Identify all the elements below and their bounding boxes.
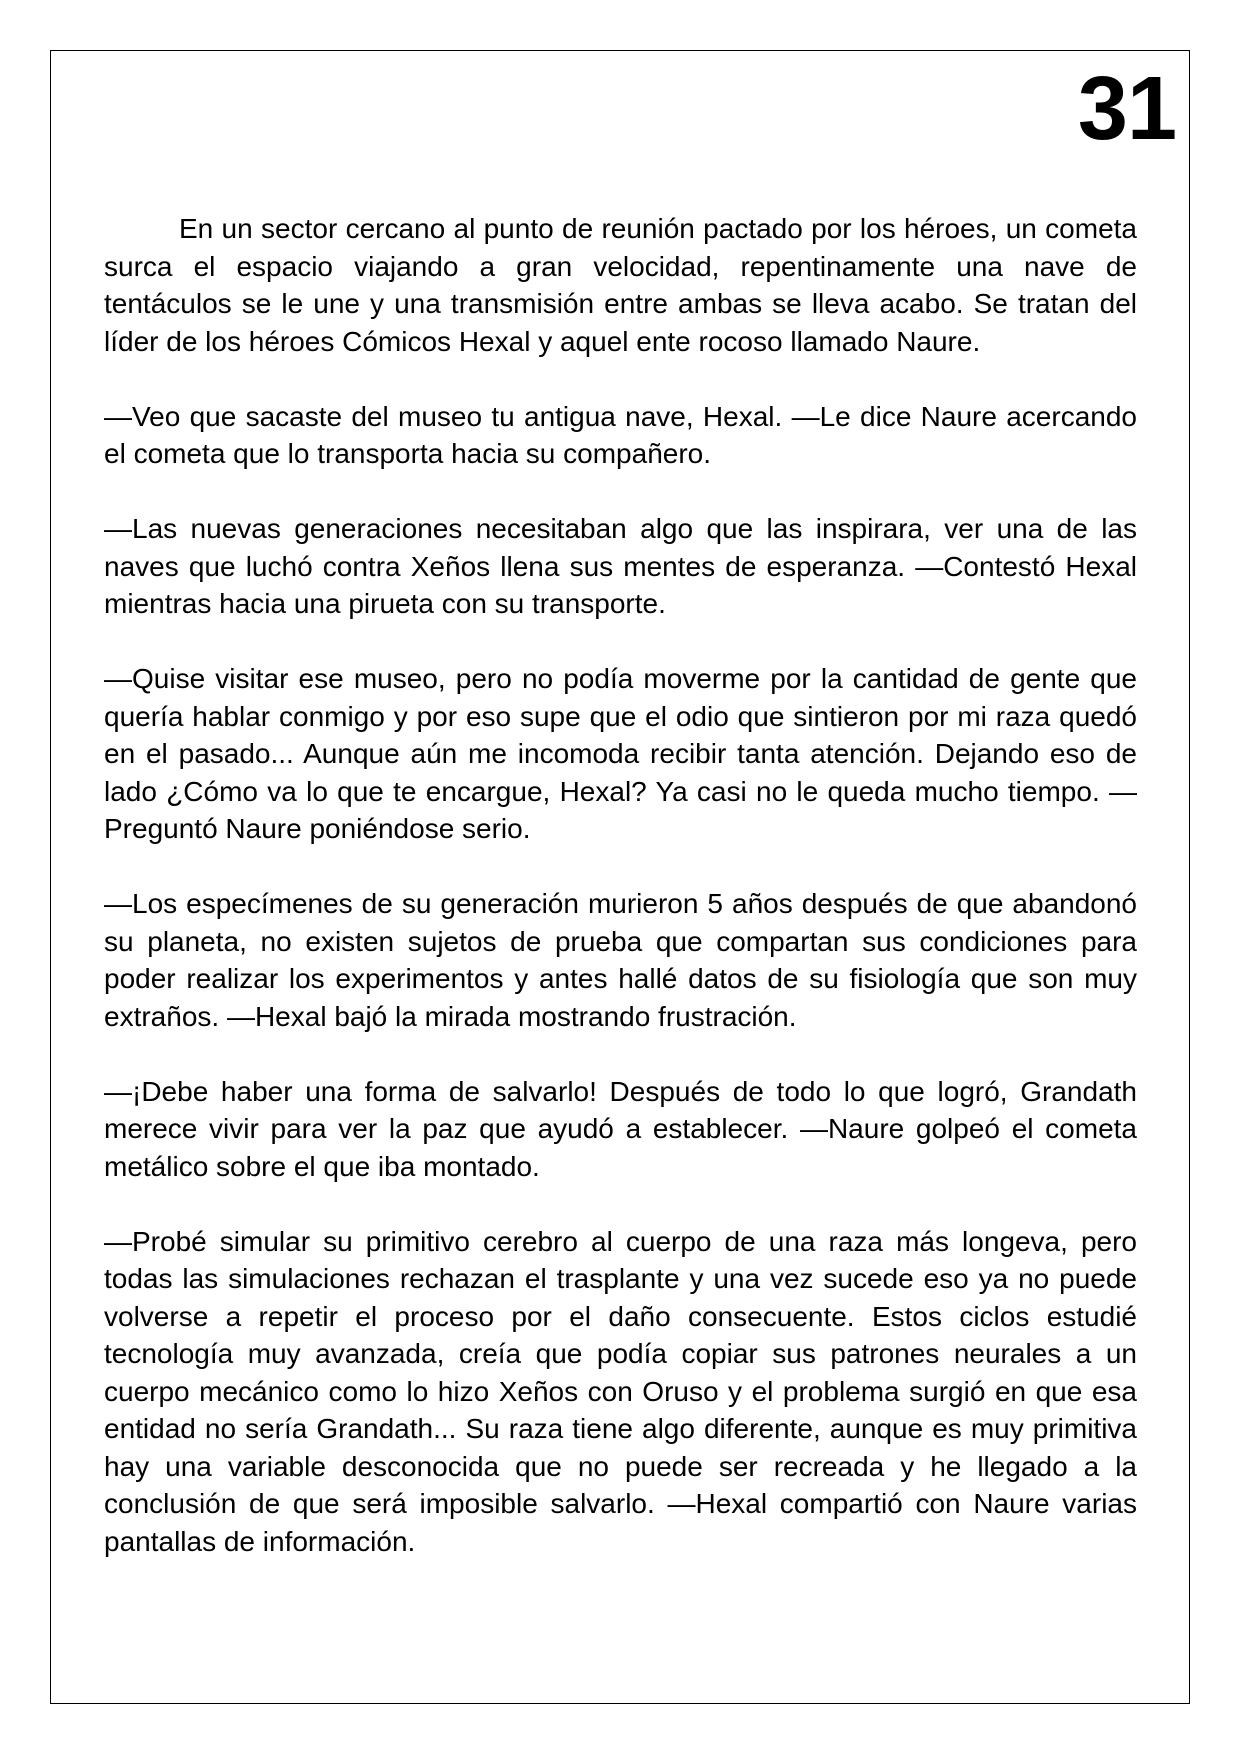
- paragraph-dialogue: —Las nuevas generaciones necesitaban algo que las inspirara, ver una de las naves que luchó contra Xeños llena sus mentes de esperanza. —Contestó Hexal mientras hacia una pirueta con su transporte.: [104, 513, 1137, 619]
- paragraph-dialogue: —Probé simular su primitivo cerebro al cuerpo de una raza más longeva, pero todas las simulaciones rechazan el trasplante y una vez sucede eso ya no puede volverse a repetir el proceso por el daño consecuente. Estos ciclos estudié tecnología muy avanzada, creía que podía copiar sus patrones neurales a un cuerpo mecánico como lo hizo Xeños con Oruso y el problema surgió en que esa entidad no sería Grandath... Su raza tiene algo diferente, aunque es muy primitiva hay una variable desconocida que no puede ser recreada y he llegado a la conclusión de que será imposible salvarlo. —Hexal compartió con Naure varias pantallas de información.: [104, 1225, 1137, 1557]
- paragraph-dialogue: —Quise visitar ese museo, pero no podía moverme por la cantidad de gente que quería hablar conmigo y por eso supe que el odio que sintieron por mi raza quedó en el pasado... Aunque aún me incomoda recibir tanta atención. Dejando eso de lado ¿Cómo va lo que te encargue, Hexal? Ya casi no le queda mucho tiempo. —Preguntó Naure poniéndose serio.: [104, 663, 1137, 844]
- body-text: [104, 210, 1137, 1598]
- paragraph-dialogue: —Veo que sacaste del museo tu antigua nave, Hexal. —Le dice Naure acercando el cometa que lo transporta hacia su compañero.: [104, 400, 1137, 469]
- paragraph-narration: En un sector cercano al punto de reunión pactado por los héroes, un cometa surca el espacio viajando a gran velocidad, repentinamente una nave de tentáculos se le une y una transmisión entre ambas se lleva acabo. Se tratan del líder de los héroes Cómicos Hexal y aquel ente rocoso llamado Naure.: [104, 213, 1137, 357]
- paragraph-dialogue: —¡Debe haber una forma de salvarlo! Después de todo lo que logró, Grandath merece vivir para ver la paz que ayudó a establecer. —Naure golpeó el cometa metálico sobre el que iba montado.: [104, 1075, 1137, 1182]
- page-number: 31: [1077, 59, 1176, 159]
- paragraph-dialogue: —Los especímenes de su generación murieron 5 años después de que abandonó su planeta, no existen sujetos de prueba que compartan sus condiciones para poder realizar los experimentos y antes hallé datos de su fisiología que son muy extraños. —Hexal bajó la mirada mostrando frustración.: [104, 888, 1137, 1032]
